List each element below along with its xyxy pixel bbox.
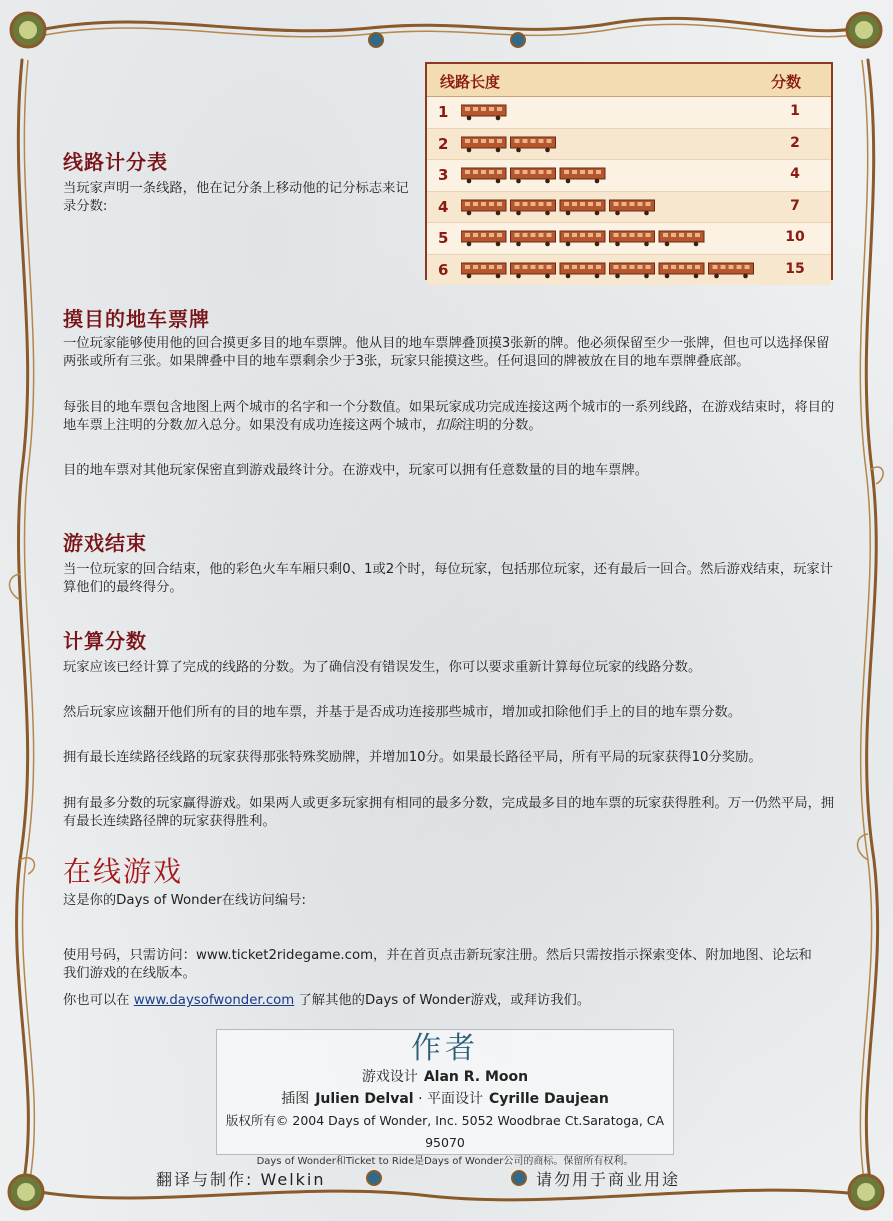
credits-design-line xyxy=(217,1066,673,1088)
credits-box xyxy=(216,1029,674,1167)
row-length: 4 xyxy=(438,197,449,216)
graphic-label: · 平面设计 xyxy=(418,1091,483,1107)
train-car xyxy=(610,200,655,215)
train-cars-icon xyxy=(461,261,761,279)
col-points-header: 分数 xyxy=(771,73,802,91)
footer-translator: 翻译与制作: Welkin xyxy=(156,1170,326,1189)
train-car xyxy=(511,200,556,215)
table-row xyxy=(427,192,831,224)
scoring-paragraph-3: 拥有最长连续路径线路的玩家获得那张特殊奖励牌，并增加10分。如果最长路径平局，所有平局的玩家获得10分奖励。 xyxy=(63,750,762,765)
online-instructions: 使用号码，只需访问：www.ticket2ridegame.com，并在首页点击新玩家注册。然后只需按指示探索变体、附加地图、论坛和我们游戏的在线版本。 xyxy=(63,948,812,981)
scoring-paragraph-4: 拥有最多分数的玩家赢得游戏。如果两人或更多玩家拥有相同的最多分数，完成最多目的地车票的玩家获得胜利。万一仍然平局，拥有最长连续路径牌的玩家获得胜利。 xyxy=(63,796,835,829)
train-car xyxy=(461,231,506,246)
train-car xyxy=(560,231,605,246)
train-car xyxy=(461,137,506,152)
daysofwonder-link[interactable]: www.daysofwonder.com xyxy=(133,993,295,1008)
credits-copyright: 版权所有© 2004 Days of Wonder, Inc. 5052 Woodbrae Ct.Saratoga, CA 95070 xyxy=(225,1113,665,1150)
table-row xyxy=(427,223,831,255)
train-car xyxy=(461,168,506,183)
tickets-p2-text-2: 总分。如果没有成功连接这两个城市， xyxy=(209,418,436,433)
table-row xyxy=(427,97,831,129)
train-car xyxy=(511,137,556,152)
train-car xyxy=(560,168,605,183)
row-length: 3 xyxy=(438,166,449,184)
row-points: 2 xyxy=(790,134,800,151)
online-title: 在线游戏 xyxy=(63,855,184,888)
train-cars-icon xyxy=(461,198,761,216)
row-points: 4 xyxy=(790,166,800,182)
train-cars-icon xyxy=(461,229,761,247)
table-row xyxy=(427,255,831,286)
train-cars-icon xyxy=(461,135,761,153)
train-car xyxy=(461,263,506,278)
row-points: 7 xyxy=(790,197,800,214)
footer-notice: 请勿用于商业用途 xyxy=(536,1170,681,1189)
train-car xyxy=(659,231,704,246)
tickets-paragraph-3: 目的地车票对其他玩家保密直到游戏最终计分。在游戏中，玩家可以拥有任意数量的目的地车票牌。 xyxy=(63,463,649,478)
scoring-paragraph-1: 玩家应该已经计算了完成的线路的分数。为了确信没有错误发生，你可以要求重新计算每位玩家的线路分数。 xyxy=(63,660,702,675)
scoring-title: 计算分数 xyxy=(63,629,147,653)
row-length: 2 xyxy=(438,134,449,153)
train-car xyxy=(461,200,506,215)
online-more-info xyxy=(63,992,823,1010)
train-car xyxy=(560,263,605,278)
train-car xyxy=(511,231,556,246)
row-length: 5 xyxy=(438,229,449,247)
score-section-title: 线路计分表 xyxy=(63,150,168,174)
score-table xyxy=(425,62,833,280)
row-points: 1 xyxy=(790,103,800,119)
train-car xyxy=(511,168,556,183)
col-length-header: 线路长度 xyxy=(440,73,501,91)
row-points: 15 xyxy=(785,260,805,277)
train-car xyxy=(461,105,506,120)
row-length: 1 xyxy=(438,103,449,121)
row-length: 6 xyxy=(438,260,449,279)
train-car xyxy=(610,231,655,246)
train-car xyxy=(709,263,754,278)
train-cars-icon xyxy=(461,103,761,121)
design-name: Alan R. Moon xyxy=(423,1069,529,1085)
graphic-name: Cyrille Daujean xyxy=(488,1091,609,1107)
game-end-paragraph: 当一位玩家的回合结束，他的彩色火车车厢只剩0、1或2个时，每位玩家，包括那位玩家，还有最后一回合。然后游戏结束，玩家计算他们的最终得分。 xyxy=(63,562,834,595)
online-more-text-2: 了解其他的Days of Wonder游戏，或拜访我们。 xyxy=(298,993,591,1008)
table-row xyxy=(427,129,831,161)
table-row xyxy=(427,160,831,192)
tickets-title: 摸目的地车票牌 xyxy=(63,307,210,331)
tickets-paragraph-1: 一位玩家能够使用他的回合摸更多目的地车票牌。他从目的地车票牌叠顶摸3张新的牌。他必须保留至少一张牌，但也可以选择保留两张或所有三张。如果牌叠中目的地车票剩余少于3张，玩家只能摸这些。任何退回的牌被放在目的地车票牌叠底部。 xyxy=(63,336,830,369)
credits-trademark: Days of Wonder和Ticket to Ride是Days of Wonder公司的商标。保留所有权利。 xyxy=(256,1156,634,1167)
row-points: 10 xyxy=(785,229,805,245)
game-end-title: 游戏结束 xyxy=(63,531,147,555)
illus-name: Julien Delval xyxy=(315,1091,414,1107)
credits-title: 作者 xyxy=(411,1031,479,1066)
score-table-header xyxy=(427,64,831,97)
scoring-paragraph-2: 然后玩家应该翻开他们所有的目的地车票，并基于是否成功连接那些城市，增加或扣除他们手上的目的地车票分数。 xyxy=(63,705,742,720)
train-car xyxy=(610,263,655,278)
illus-label: 插图 xyxy=(281,1091,310,1107)
tickets-paragraph-2 xyxy=(63,399,838,435)
tickets-p2-deduct: 扣除 xyxy=(435,418,462,433)
train-car xyxy=(511,263,556,278)
online-more-text: 你也可以在 xyxy=(63,993,130,1008)
train-cars-icon xyxy=(461,166,761,184)
score-section-desc: 当玩家声明一条线路，他在记分条上移动他的记分标志来记录分数: xyxy=(63,181,409,214)
tickets-p2-text: 每张目的地车票包含地图上两个城市的名字和一个分数值。如果玩家成功完成连接这两个城市的一系列线路，在游戏结束时，将目的地车票上注明的分数 xyxy=(63,400,835,433)
credits-illus-line xyxy=(217,1088,673,1110)
online-access-code: 这是你的Days of Wonder在线访问编号: xyxy=(63,893,306,908)
design-label: 游戏设计 xyxy=(361,1069,418,1085)
train-car xyxy=(560,200,605,215)
tickets-p2-text-3: 注明的分数。 xyxy=(461,418,542,433)
train-car xyxy=(659,263,704,278)
tickets-p2-add: 加入 xyxy=(182,418,210,433)
